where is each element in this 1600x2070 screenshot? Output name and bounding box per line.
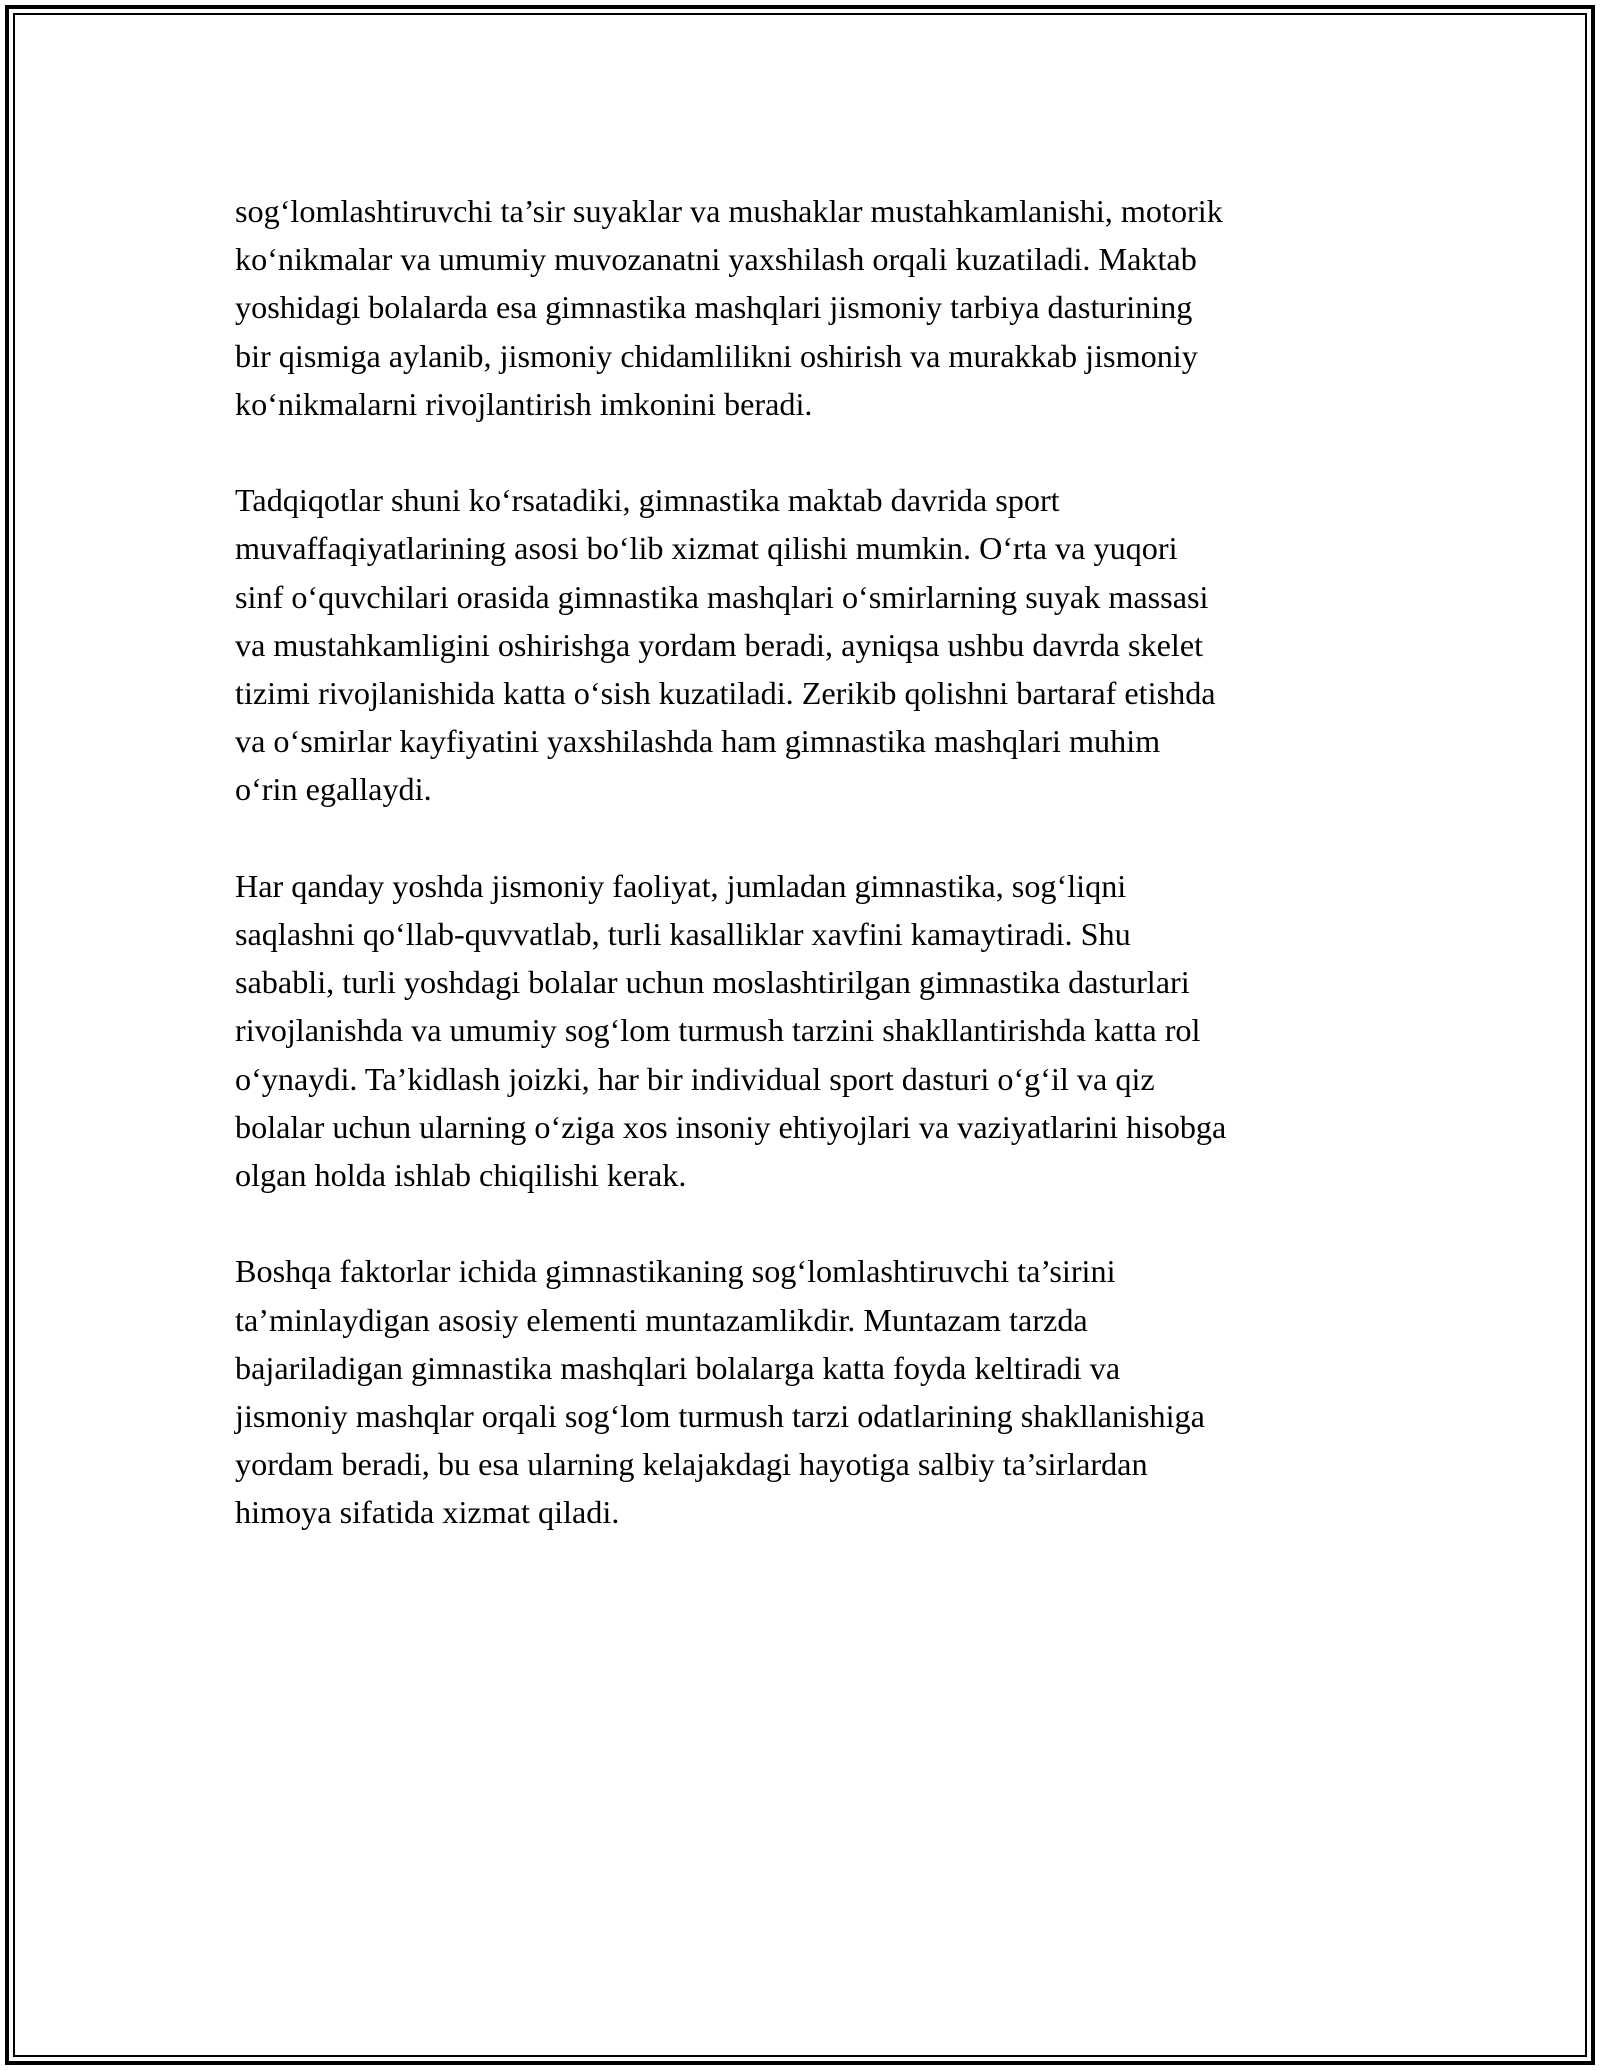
paragraph-physical-activity: Har qanday yoshda jismoniy faoliyat, jumladan gimnastika, sog‘liqni saqlashni qo‘llab-quvvatlab, turli kasalliklar xavfini kamaytiradi. Shu sababli, turli yoshdagi bolalar uchun moslashtirilgan gimnastika dasturlari rivojlanishda va umumiy sog‘lom turmush tarzini shakllantirishda katta rol o‘ynaydi. Ta’kidlash joizki, har bir individual sport dasturi o‘g‘il va qiz bolalar uchun ularning o‘ziga xos insoniy ehtiyojlari va vaziyatlarini hisobga olgan holda ishlab chiqilishi kerak.	[235, 867, 1227, 1194]
paragraph-health-effects: sog‘lomlashtiruvchi ta’sir suyaklar va mushaklar mustahkamlanishi, motorik ko‘nikmalar va umumiy muvozanatni yaxshilash orqali kuzatiladi. Maktab yoshidagi bolalarda esa gimnastika mashqlari jismoniy tarbiya dasturining bir qismiga aylanib, jismoniy chidamlilikni oshirish va murakkab jismoniy ko‘nikmalarni rivojlantirish imkonini beradi.	[235, 193, 1223, 422]
paragraph-regularity: Boshqa faktorlar ichida gimnastikaning sog‘lomlashtiruvchi ta’sirini ta’minlaydigan asosiy elementi muntazamlikdir. Muntazam tarzda bajariladigan gimnastika mashqlari bolalarga katta foyda keltiradi va jismoniy mashqlar orqali sog‘lom turmush tarzi odatlarining shakllanishiga yordam beradi, bu esa ularning kelajakdagi hayotiga salbiy ta’sirlardan himoya sifatida xizmat qiladi.	[235, 1253, 1205, 1531]
document-body	[235, 187, 1375, 1585]
paragraph-research-findings: Tadqiqotlar shuni ko‘rsatadiki, gimnastika maktab davrida sport muvaffaqiyatlarining asosi bo‘lib xizmat qilishi mumkin. O‘rta va yuqori sinf o‘quvchilari orasida gimnastika mashqlari o‘smirlarning suyak massasi va mustahkamligini oshirishga yordam beradi, ayniqsa ushbu davrda skelet tizimi rivojlanishida katta o‘sish kuzatiladi. Zerikib qolishni bartaraf etishda va o‘smirlar kayfiyatini yaxshilashda ham gimnastika mashqlari muhim o‘rin egallaydi.	[235, 482, 1216, 808]
